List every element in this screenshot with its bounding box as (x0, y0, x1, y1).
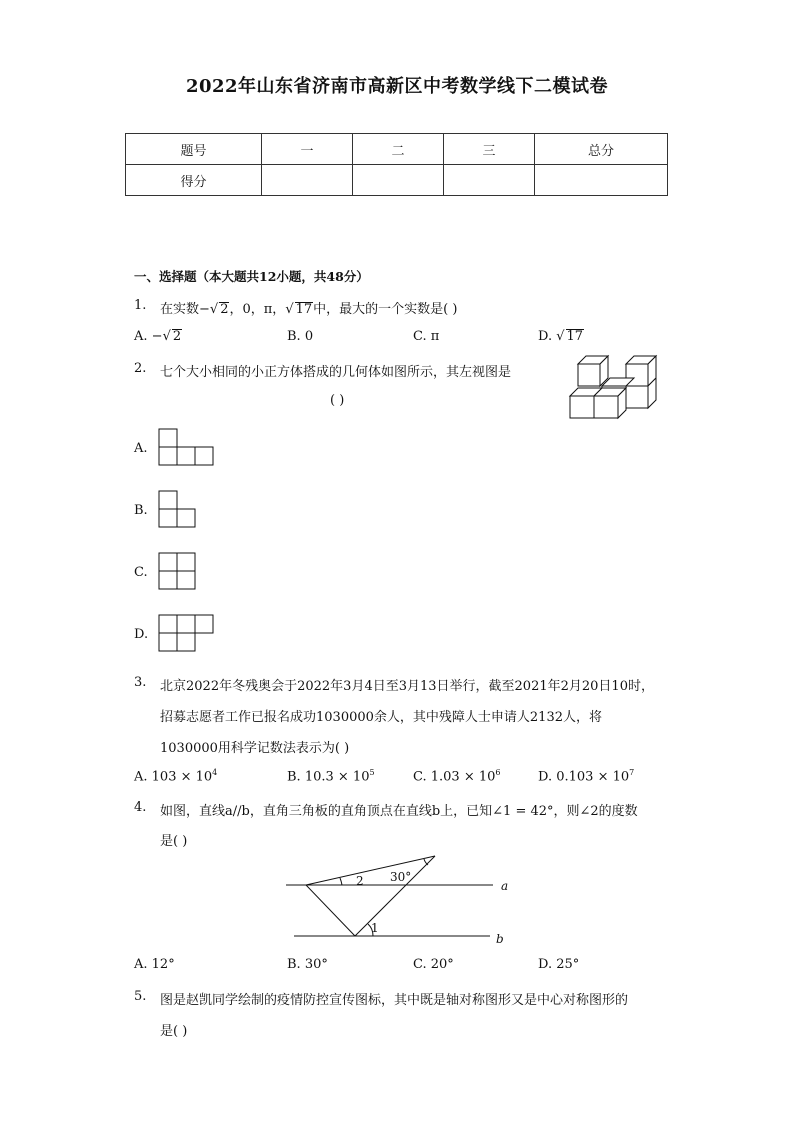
option-exponent: 6 (495, 768, 501, 777)
question-1-text: 在实数−√ 2，0，π，√ 17中，最大的一个实数是( ) (160, 302, 458, 317)
score-header-cell: 题号 (126, 134, 262, 165)
option-label: A. (134, 329, 148, 344)
score-cell[interactable] (353, 165, 444, 196)
q1-text-mid: ，0，π， (229, 302, 286, 317)
q1-option-b: B. 0 (287, 329, 314, 344)
question-4-line-2: 是( ) (160, 834, 188, 849)
triangle-side (355, 856, 435, 936)
q2-option-c: C. (134, 565, 148, 580)
q3-option-b (287, 768, 375, 784)
option-label: D. (538, 329, 553, 344)
question-5-line-2: 是( ) (160, 1024, 188, 1039)
line-a-label: a (501, 879, 509, 893)
q2-option-a: A. (134, 441, 148, 456)
q1-text-post: 中，最大的一个实数是( ) (313, 302, 458, 317)
q3-option-c (413, 768, 501, 784)
question-3-line-3: 1030000用科学记数法表示为( ) (160, 741, 350, 756)
q2-option-b: B. (134, 503, 148, 518)
option-base: B. 10.3 × 10 (287, 769, 370, 785)
question-2-paren: ( ) (330, 393, 345, 408)
q1-radicand-2: 17 (295, 302, 313, 317)
question-4-number: 4. (134, 800, 147, 815)
q3-option-d (538, 768, 634, 784)
angle-30-label: 30° (390, 870, 412, 884)
option-radicand: 17 (566, 329, 584, 344)
score-row-label: 得分 (126, 165, 262, 196)
option-base: A. 103 × 10 (134, 769, 213, 785)
score-cell[interactable] (444, 165, 535, 196)
q1-radicand-1: 2 (220, 302, 229, 317)
question-3-number: 3. (134, 675, 147, 690)
question-2-number: 2. (134, 361, 147, 376)
q2-option-d-view (158, 614, 214, 652)
q3-option-a (134, 768, 217, 784)
q4-option-a: A. 12° (134, 957, 175, 972)
score-header-cell: 三 (444, 134, 535, 165)
score-table-score-row (126, 165, 668, 196)
section-heading: 一、选择题（本大题共12小题，共48分） (134, 269, 369, 284)
option-exponent: 5 (369, 768, 375, 777)
line-b-label: b (496, 932, 504, 946)
q1-text-pre: 在实数− (160, 302, 210, 317)
angle-1-label: 1 (371, 921, 379, 935)
q2-cube-figure (568, 354, 660, 420)
question-4-line-1: 如图，直线a//b，直角三角板的直角顶点在直线b上，已知∠1 = 42°，则∠2的度数 (160, 804, 638, 819)
option-radicand: 2 (172, 329, 182, 344)
q4-option-c: C. 20° (413, 957, 454, 972)
triangle-side (306, 885, 355, 936)
score-header-cell: 总分 (535, 134, 668, 165)
q1-option-d: D. √ 17 (538, 329, 584, 344)
option-exponent: 4 (212, 768, 218, 777)
q2-option-a-view (158, 428, 214, 466)
question-1-number: 1. (134, 298, 147, 313)
q4-option-d: D. 25° (538, 957, 580, 972)
q1-option-c: C. π (413, 329, 440, 344)
option-exponent: 7 (629, 768, 635, 777)
option-sign: − (151, 329, 163, 344)
question-2-text: 七个大小相同的小正方体搭成的几何体如图所示，其左视图是 (160, 365, 512, 380)
q2-option-c-view (158, 552, 196, 590)
question-5-number: 5. (134, 989, 147, 1004)
q2-option-d: D. (134, 627, 149, 642)
triangle-side (306, 856, 435, 885)
score-cell[interactable] (262, 165, 353, 196)
score-header-cell: 一 (262, 134, 353, 165)
score-header-cell: 二 (353, 134, 444, 165)
option-base: C. 1.03 × 10 (413, 769, 496, 785)
page-title: 2022年山东省济南市高新区中考数学线下二模试卷 (185, 76, 609, 97)
q1-option-a: A. −√ 2 (134, 329, 182, 344)
q4-parallel-lines-figure (280, 850, 520, 950)
score-cell[interactable] (535, 165, 668, 196)
option-base: D. 0.103 × 10 (538, 769, 630, 785)
score-table (125, 133, 668, 196)
q2-option-b-view (158, 490, 196, 528)
question-3-line-1: 北京2022年冬残奥会于2022年3月4日至3月13日举行，截至2021年2月20日10时， (160, 679, 654, 694)
question-5-line-1: 图是赵凯同学绘制的疫情防控宣传图标，其中既是轴对称图形又是中心对称图形的 (160, 993, 629, 1008)
angle-2-label: 2 (356, 874, 364, 888)
question-3-line-2: 招募志愿者工作已报名成功1030000余人，其中残障人士申请人2132人，将 (160, 710, 602, 725)
score-table-header-row (126, 134, 668, 165)
q4-option-b: B. 30° (287, 957, 328, 972)
